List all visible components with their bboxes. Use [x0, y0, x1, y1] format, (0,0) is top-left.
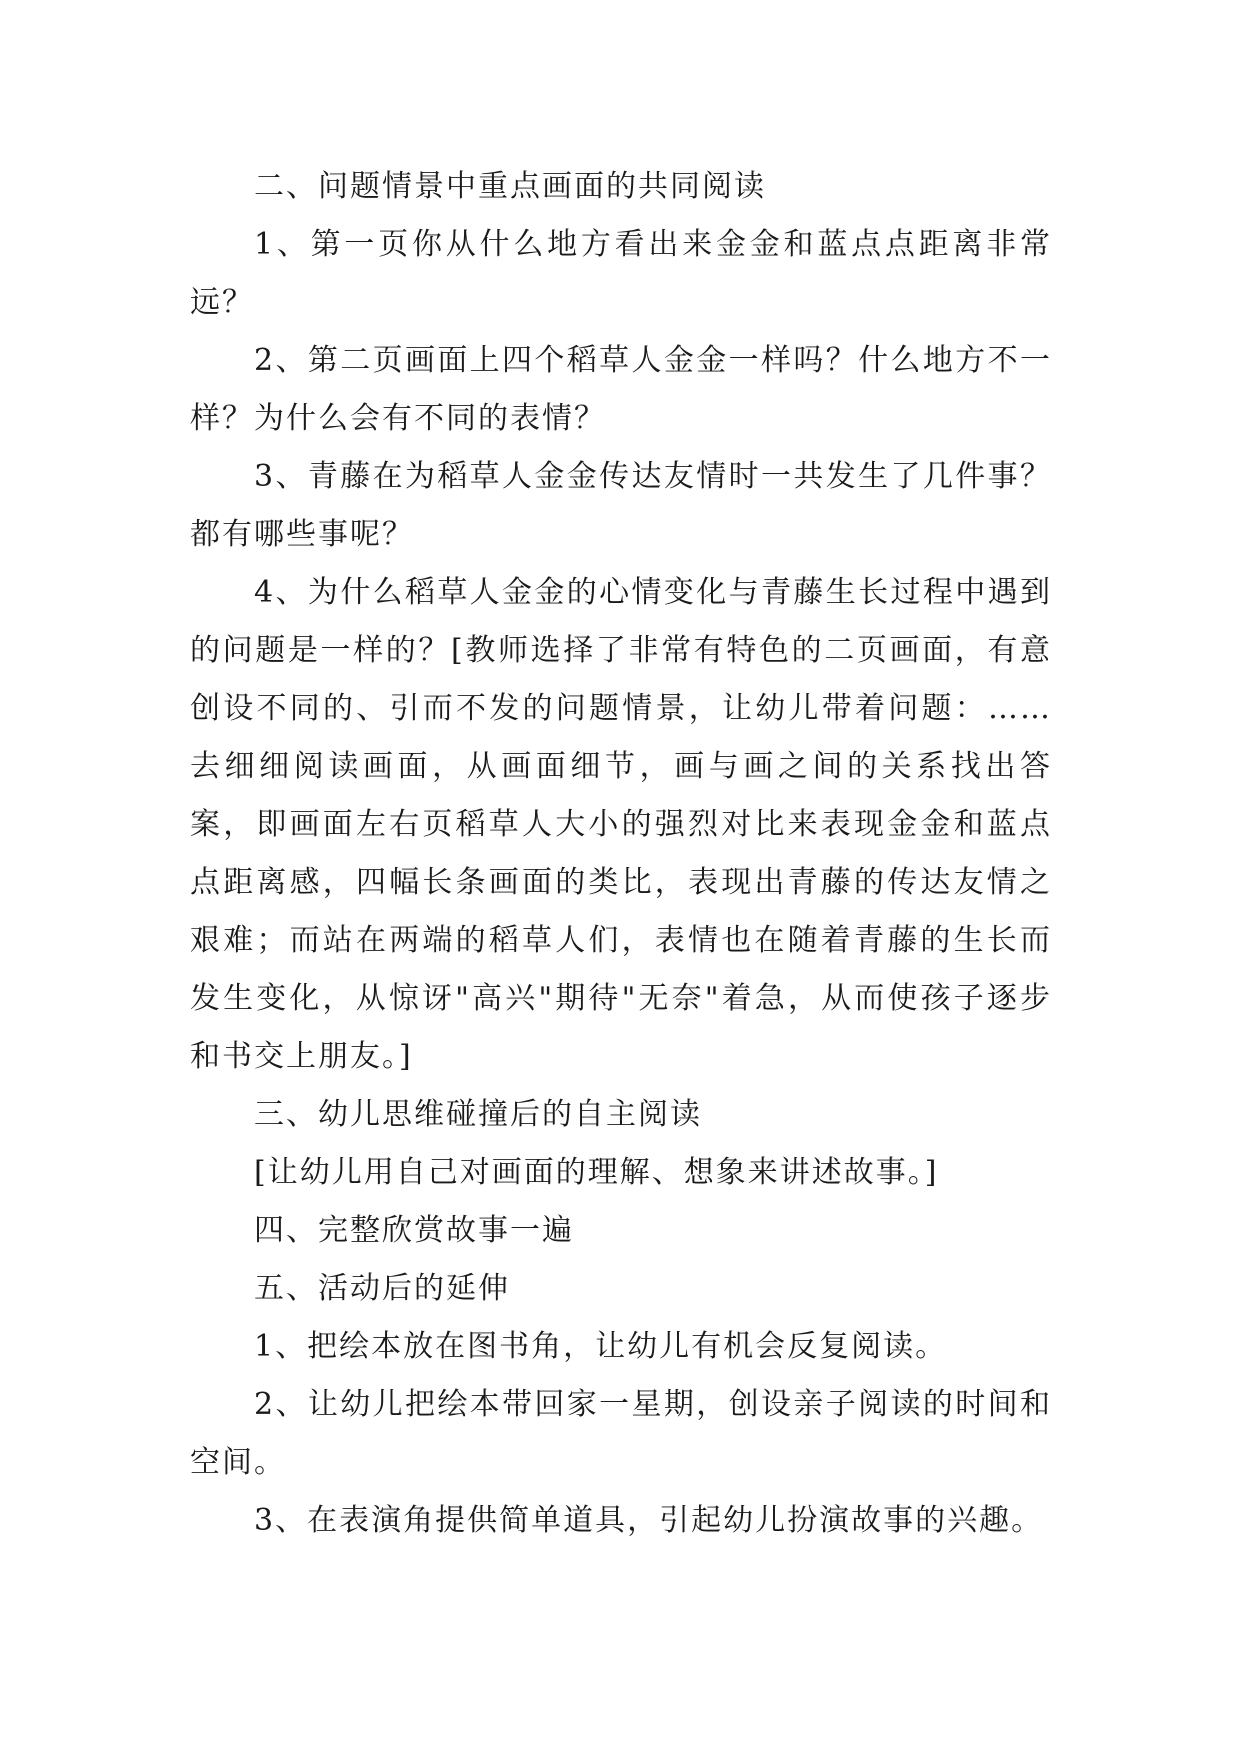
question-3: 3、青藤在为稻草人金金传达友情时一共发生了几件事？都有哪些事呢？ [190, 459, 1052, 552]
extension-item-2: 2、让幼儿把绘本带回家一星期，创设亲子阅读的时间和空间。 [190, 1387, 1052, 1480]
section-heading-shared-reading: 二、问题情景中重点画面的共同阅读 [254, 169, 766, 204]
section-heading-extension: 五、活动后的延伸 [254, 1271, 510, 1306]
section-heading-independent-reading: 三、幼儿思维碰撞后的自主阅读 [254, 1097, 702, 1132]
document-body [190, 158, 1052, 1550]
question-2: 2、第二页画面上四个稻草人金金一样吗？什么地方不一样？为什么会有不同的表情？ [190, 343, 1052, 436]
question-1: 1、第一页你从什么地方看出来金金和蓝点点距离非常远？ [190, 227, 1052, 320]
question-4-with-note: 4、为什么稻草人金金的心情变化与青藤生长过程中遇到的问题是一样的？[教师选择了非常有特色的二页画面，有意创设不同的、引而不发的问题情景，让幼儿带着问题：……去细细阅读画面，从画面细节，画与画之间的关系找出答案，即画面左右页稻草人大小的强烈对比来表现金金和蓝点点距离感，四幅长条画面的类比，表现出青藤的传达友情之艰难；而站在两端的稻草人们，表情也在随着青藤的生长而发生变化，从惊讶"高兴"期待"无奈"着急，从而使孩子逐步和书交上朋友。] [190, 575, 1052, 1074]
section-heading-full-appreciation: 四、完整欣赏故事一遍 [254, 1213, 574, 1248]
extension-item-3: 3、在表演角提供简单道具，引起幼儿扮演故事的兴趣。 [254, 1503, 1044, 1538]
independent-reading-note: [让幼儿用自己对画面的理解、想象来讲述故事。] [254, 1155, 939, 1190]
extension-item-1: 1、把绘本放在图书角，让幼儿有机会反复阅读。 [254, 1329, 948, 1364]
